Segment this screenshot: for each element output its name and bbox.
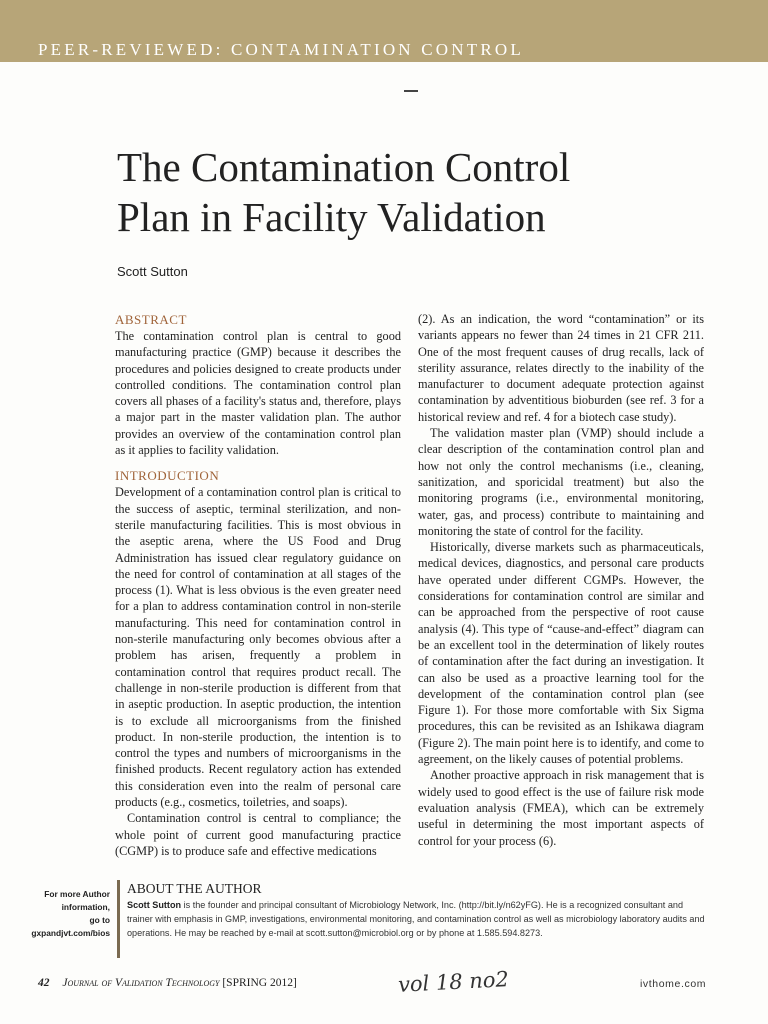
handwritten-note: vol 18 no2: [397, 967, 510, 997]
right-column: [418, 311, 704, 849]
abstract-heading: ABSTRACT: [115, 312, 187, 327]
body-paragraph: Another proactive approach in risk management that is widely used to good effect is the use of failure risk mode evaluation analysis (FMEA), which can be extremely useful in determining the most important aspects of control for your process (6).: [418, 768, 704, 848]
website-link[interactable]: ivthome.com: [640, 978, 707, 990]
journal-issue: [SPRING 2012]: [222, 977, 297, 989]
introduction-paragraph: Contamination control is central to compliance; the whole point of current good manufacturing practice (CGMP) is to produce safe and effective medications: [115, 811, 401, 858]
body-paragraph: (2). As an indication, the word “contamination” or its variants appears no fewer than 24 times in 21 CFR 211. One of the most frequent causes of drug recalls, lack of sterility assurance, relates directly to the inability of the manufacturer to document adequate protection against contamination by adventitious bioburden (see ref. 3 for a historical review and ref. 4 for a biotech case study).: [418, 312, 704, 424]
author-info-sidenote: [30, 888, 110, 940]
author-bio: is the founder and principal consultant of Microbiology Network, Inc. (http://bit.ly/n62yFG). He is a recognized consultant and trainer with emphasis in GMP, investigations, environmental monitoring, and contamination control as well as microbiology laboratory audits and operations. He may be reached by e-mail at scott.sutton@microbiol.org or by phone at 1.585.594.8273.: [127, 900, 705, 939]
page-footer: [38, 977, 297, 989]
sidenote-line: go to: [89, 915, 110, 925]
decorative-dash: [404, 90, 418, 92]
banner-text: PEER-REVIEWED: CONTAMINATION CONTROL: [38, 40, 524, 59]
introduction-paragraph: Development of a contamination control plan is critical to the success of aseptic, terminal sterilization, and non-sterile manufacturing facilities. This is most obvious in the aseptic arena, where the US Food and Drug Administration has issued clear regulatory guidance on the need for control of contamination at all stages of the process (1). What is less obvious is the even greater need for a plan to address contamination control in non-sterile manufacturing. This need for contamination control in non-sterile manufacturing only becomes obvious after a problem has arisen, frequently a problem in contamination control that requires product recall. The challenge in non-sterile production is different from that in aseptic production. In aseptic production, the intention is to exclude all microorganisms from the finished product. In non-sterile production, the intention is to control the types and numbers of microorganisms in the finished products. Recent regulatory action has extended this consideration even into the realm of personal care products (e.g., cosmetics, toiletries, and soaps).: [115, 485, 401, 810]
journal-name: Journal of Validation Technology: [62, 977, 220, 989]
page-number: 42: [38, 977, 50, 989]
introduction-heading: INTRODUCTION: [115, 468, 220, 484]
sidenote-line: For more Author: [44, 889, 110, 899]
about-author-box: [117, 880, 707, 958]
body-paragraph: Historically, diverse markets such as pharmaceuticals, medical devices, diagnostics, and personal care products have operated under different CGMPs. However, the considerations for contamination control are similar and can be approached from the perspective of root cause analysis (4). This type of “cause-and-effect” diagram can be an excellent tool in the determination of likely routes of contamination after the fact during an investigation. It can also be used as a proactive learning tool for the development of the contamination control plan (see Figure 1). For those more comfortable with Six Sigma procedures, this can be revisited as an Ishikawa diagram (Figure 2). The main point here is to identify, and come to agreement, on the likely causes of potential problems.: [418, 540, 704, 767]
left-column: [115, 312, 401, 859]
section-banner: [0, 0, 768, 62]
about-author-body: [127, 898, 707, 941]
body-paragraph: The validation master plan (VMP) should include a clear description of the contamination control plan and how not only the control mechanisms (i.e., cleaning, sanitization, and sporicidal treatment) but also the monitoring programs (i.e., environmental monitoring, water, gas, and process) contribute to maintaining and monitoring the state of control for the facility.: [418, 426, 704, 538]
author-name: Scott Sutton: [127, 900, 182, 910]
title-line-2: Plan in Facility Validation: [117, 194, 546, 240]
about-author-heading: ABOUT THE AUTHOR: [127, 881, 262, 896]
sidenote-line: information,: [61, 902, 110, 912]
article-author: Scott Sutton: [117, 264, 188, 279]
sidenote-link[interactable]: gxpandjvt.com/bios: [31, 928, 110, 938]
abstract-text: The contamination control plan is central to good manufacturing practice (GMP) because it describes the procedures and policies designed to create products under controlled conditions. The contamination control plan covers all phases of a facility's status and, therefore, plays a major part in the master validation plan. The author provides an overview of the contamination control plan as it applies to facility validation.: [115, 329, 401, 458]
title-line-1: The Contamination Control: [117, 144, 571, 190]
article-title: [117, 142, 717, 242]
